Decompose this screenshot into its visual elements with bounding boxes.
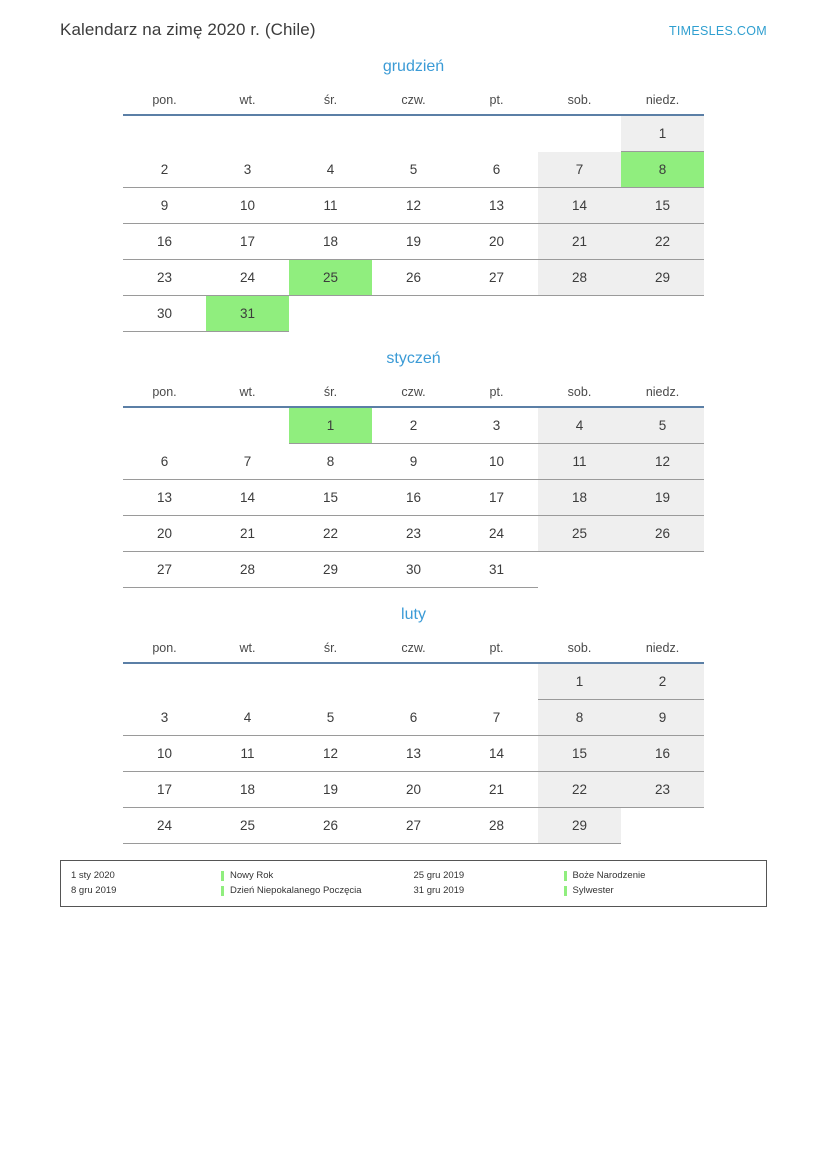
day-cell[interactable]: 23	[123, 260, 206, 296]
week-row	[123, 407, 704, 444]
weekday-header: wt.	[206, 378, 289, 407]
legend-color-swatch	[221, 871, 224, 881]
day-cell[interactable]: 3	[455, 407, 538, 444]
legend-label: Nowy Rok	[230, 870, 274, 881]
day-cell[interactable]: 5	[372, 152, 455, 188]
day-cell[interactable]: 25	[538, 516, 621, 552]
week-row	[123, 260, 704, 296]
legend-column-right	[414, 868, 757, 898]
day-cell-empty	[621, 296, 704, 332]
weekday-header-row	[123, 86, 704, 115]
day-cell[interactable]: 3	[206, 152, 289, 188]
day-cell[interactable]: 24	[206, 260, 289, 296]
day-cell-empty	[455, 115, 538, 152]
day-cell[interactable]: 6	[455, 152, 538, 188]
day-cell[interactable]: 12	[289, 736, 372, 772]
legend-label: Boże Narodzenie	[572, 870, 646, 881]
day-cell[interactable]: 14	[206, 480, 289, 516]
day-cell[interactable]: 15	[538, 736, 621, 772]
day-cell-empty	[206, 115, 289, 152]
day-cell[interactable]: 21	[455, 772, 538, 808]
day-cell[interactable]: 4	[206, 700, 289, 736]
day-cell[interactable]: 10	[455, 444, 538, 480]
day-cell[interactable]: 17	[455, 480, 538, 516]
week-row	[123, 152, 704, 188]
legend-date: 8 gru 2019	[71, 885, 117, 896]
day-cell[interactable]: 29	[621, 260, 704, 296]
day-cell[interactable]: 31	[455, 552, 538, 588]
day-cell-empty	[206, 407, 289, 444]
day-cell[interactable]: 7	[538, 152, 621, 188]
day-cell[interactable]: 19	[289, 772, 372, 808]
day-cell-empty	[538, 296, 621, 332]
day-cell-empty	[289, 296, 372, 332]
day-cell[interactable]: 9	[621, 700, 704, 736]
day-cell[interactable]: 3	[123, 700, 206, 736]
day-cell[interactable]: 24	[123, 808, 206, 844]
day-cell[interactable]: 26	[289, 808, 372, 844]
day-cell[interactable]: 9	[123, 188, 206, 224]
week-row	[123, 224, 704, 260]
day-cell[interactable]: 11	[289, 188, 372, 224]
day-cell[interactable]: 25	[206, 808, 289, 844]
day-cell[interactable]: 27	[455, 260, 538, 296]
weekday-header: niedz.	[621, 634, 704, 663]
weekday-header: czw.	[372, 378, 455, 407]
weekday-header: czw.	[372, 86, 455, 115]
day-cell[interactable]: 22	[289, 516, 372, 552]
page-title: Kalendarz na zimę 2020 r. (Chile)	[60, 20, 316, 39]
month-block	[0, 606, 827, 844]
calendar-list	[0, 58, 827, 844]
day-cell[interactable]: 27	[372, 808, 455, 844]
day-cell[interactable]: 16	[621, 736, 704, 772]
day-cell[interactable]: 19	[621, 480, 704, 516]
day-cell[interactable]: 13	[123, 480, 206, 516]
weekday-header: sob.	[538, 378, 621, 407]
legend-date: 31 gru 2019	[413, 885, 465, 896]
day-cell-empty	[123, 663, 206, 700]
day-cell[interactable]: 10	[206, 188, 289, 224]
day-cell[interactable]: 28	[455, 808, 538, 844]
day-cell[interactable]: 23	[621, 772, 704, 808]
month-block	[0, 350, 827, 588]
day-cell[interactable]: 15	[289, 480, 372, 516]
day-cell-empty	[289, 663, 372, 700]
legend-item	[414, 883, 757, 898]
legend-color-swatch	[564, 886, 567, 896]
day-cell[interactable]: 21	[538, 224, 621, 260]
day-cell[interactable]: 5	[289, 700, 372, 736]
day-cell[interactable]: 12	[621, 444, 704, 480]
day-cell[interactable]: 7	[206, 444, 289, 480]
legend-label: Sylwester	[572, 885, 614, 896]
day-cell[interactable]: 23	[372, 516, 455, 552]
week-row	[123, 772, 704, 808]
day-cell-empty	[621, 808, 704, 844]
week-row	[123, 736, 704, 772]
month-title: luty	[401, 606, 426, 623]
day-cell[interactable]: 26	[372, 260, 455, 296]
day-cell[interactable]: 26	[621, 516, 704, 552]
legend-color-swatch	[221, 886, 224, 896]
day-cell[interactable]: 17	[206, 224, 289, 260]
day-cell[interactable]: 11	[206, 736, 289, 772]
day-cell-empty	[372, 115, 455, 152]
weekday-header: pt.	[455, 378, 538, 407]
day-cell[interactable]: 15	[621, 188, 704, 224]
day-cell[interactable]: 13	[455, 188, 538, 224]
week-row	[123, 663, 704, 700]
day-cell[interactable]: 11	[538, 444, 621, 480]
weekday-header: niedz.	[621, 86, 704, 115]
legend-column-left	[71, 868, 414, 898]
day-cell[interactable]: 10	[123, 736, 206, 772]
legend-date: 25 gru 2019	[413, 870, 465, 881]
week-row	[123, 115, 704, 152]
day-cell[interactable]: 13	[372, 736, 455, 772]
weekday-header: śr.	[289, 86, 372, 115]
month-grid	[123, 634, 704, 844]
month-block	[0, 58, 827, 332]
day-cell[interactable]: 28	[538, 260, 621, 296]
day-cell[interactable]: 20	[372, 772, 455, 808]
weekday-header: śr.	[289, 378, 372, 407]
day-cell-empty	[289, 115, 372, 152]
day-cell[interactable]: 4	[289, 152, 372, 188]
weekday-header-row	[123, 634, 704, 663]
day-cell[interactable]: 22	[538, 772, 621, 808]
day-cell[interactable]: 27	[123, 552, 206, 588]
day-cell-holiday[interactable]: 1	[289, 407, 372, 444]
day-cell[interactable]: 24	[455, 516, 538, 552]
weekday-header: pon.	[123, 378, 206, 407]
day-cell-empty	[123, 115, 206, 152]
day-cell[interactable]: 1	[621, 115, 704, 152]
day-cell-empty	[372, 296, 455, 332]
legend-label: Dzień Niepokalanego Poczęcia	[230, 885, 362, 896]
day-cell[interactable]: 22	[621, 224, 704, 260]
day-cell-holiday[interactable]: 25	[289, 260, 372, 296]
day-cell-empty	[123, 407, 206, 444]
day-cell[interactable]: 30	[372, 552, 455, 588]
brand-label: TIMESLES.COM	[668, 24, 767, 38]
day-cell[interactable]: 2	[372, 407, 455, 444]
day-cell-holiday[interactable]: 8	[621, 152, 704, 188]
week-row	[123, 296, 704, 332]
weekday-header: sob.	[538, 86, 621, 115]
day-cell-empty	[206, 663, 289, 700]
day-cell[interactable]: 1	[538, 663, 621, 700]
day-cell[interactable]: 28	[206, 552, 289, 588]
weekday-header: pt.	[455, 86, 538, 115]
day-cell[interactable]: 19	[372, 224, 455, 260]
weekday-header: niedz.	[621, 378, 704, 407]
day-cell-empty	[538, 115, 621, 152]
legend-item	[414, 868, 757, 883]
day-cell[interactable]: 20	[123, 516, 206, 552]
week-row	[123, 700, 704, 736]
legend-date: 1 sty 2020	[71, 870, 115, 881]
day-cell[interactable]: 2	[123, 152, 206, 188]
weekday-header: pon.	[123, 86, 206, 115]
day-cell[interactable]: 18	[206, 772, 289, 808]
day-cell[interactable]: 9	[372, 444, 455, 480]
weekday-header: pt.	[455, 634, 538, 663]
month-title: grudzień	[382, 58, 445, 75]
week-row	[123, 188, 704, 224]
day-cell[interactable]: 6	[123, 444, 206, 480]
day-cell[interactable]: 12	[372, 188, 455, 224]
legend-item	[71, 868, 414, 883]
week-row	[123, 480, 704, 516]
day-cell[interactable]: 29	[289, 552, 372, 588]
weekday-header: sob.	[538, 634, 621, 663]
day-cell[interactable]: 18	[538, 480, 621, 516]
day-cell[interactable]: 8	[289, 444, 372, 480]
page-header	[0, 0, 827, 40]
weekday-header: czw.	[372, 634, 455, 663]
month-title: styczeń	[386, 350, 441, 367]
day-cell[interactable]: 7	[455, 700, 538, 736]
day-cell-empty	[455, 663, 538, 700]
weekday-header: pon.	[123, 634, 206, 663]
week-row	[123, 444, 704, 480]
day-cell-empty	[372, 663, 455, 700]
day-cell[interactable]: 30	[123, 296, 206, 332]
day-cell[interactable]: 5	[621, 407, 704, 444]
day-cell[interactable]: 29	[538, 808, 621, 844]
weekday-header-row	[123, 378, 704, 407]
day-cell[interactable]: 18	[289, 224, 372, 260]
day-cell[interactable]: 2	[621, 663, 704, 700]
day-cell-empty	[621, 552, 704, 588]
week-row	[123, 516, 704, 552]
day-cell[interactable]: 6	[372, 700, 455, 736]
legend-item	[71, 883, 414, 898]
legend-color-swatch	[564, 871, 567, 881]
day-cell-holiday[interactable]: 31	[206, 296, 289, 332]
day-cell[interactable]: 14	[538, 188, 621, 224]
month-grid	[123, 378, 704, 588]
week-row	[123, 808, 704, 844]
weekday-header: wt.	[206, 86, 289, 115]
day-cell[interactable]: 8	[538, 700, 621, 736]
legend	[60, 860, 767, 907]
day-cell[interactable]: 4	[538, 407, 621, 444]
week-row	[123, 552, 704, 588]
day-cell[interactable]: 16	[372, 480, 455, 516]
day-cell[interactable]: 16	[123, 224, 206, 260]
day-cell-empty	[538, 552, 621, 588]
day-cell[interactable]: 20	[455, 224, 538, 260]
weekday-header: wt.	[206, 634, 289, 663]
day-cell[interactable]: 21	[206, 516, 289, 552]
day-cell-empty	[455, 296, 538, 332]
month-grid	[123, 86, 704, 332]
day-cell[interactable]: 14	[455, 736, 538, 772]
weekday-header: śr.	[289, 634, 372, 663]
day-cell[interactable]: 17	[123, 772, 206, 808]
